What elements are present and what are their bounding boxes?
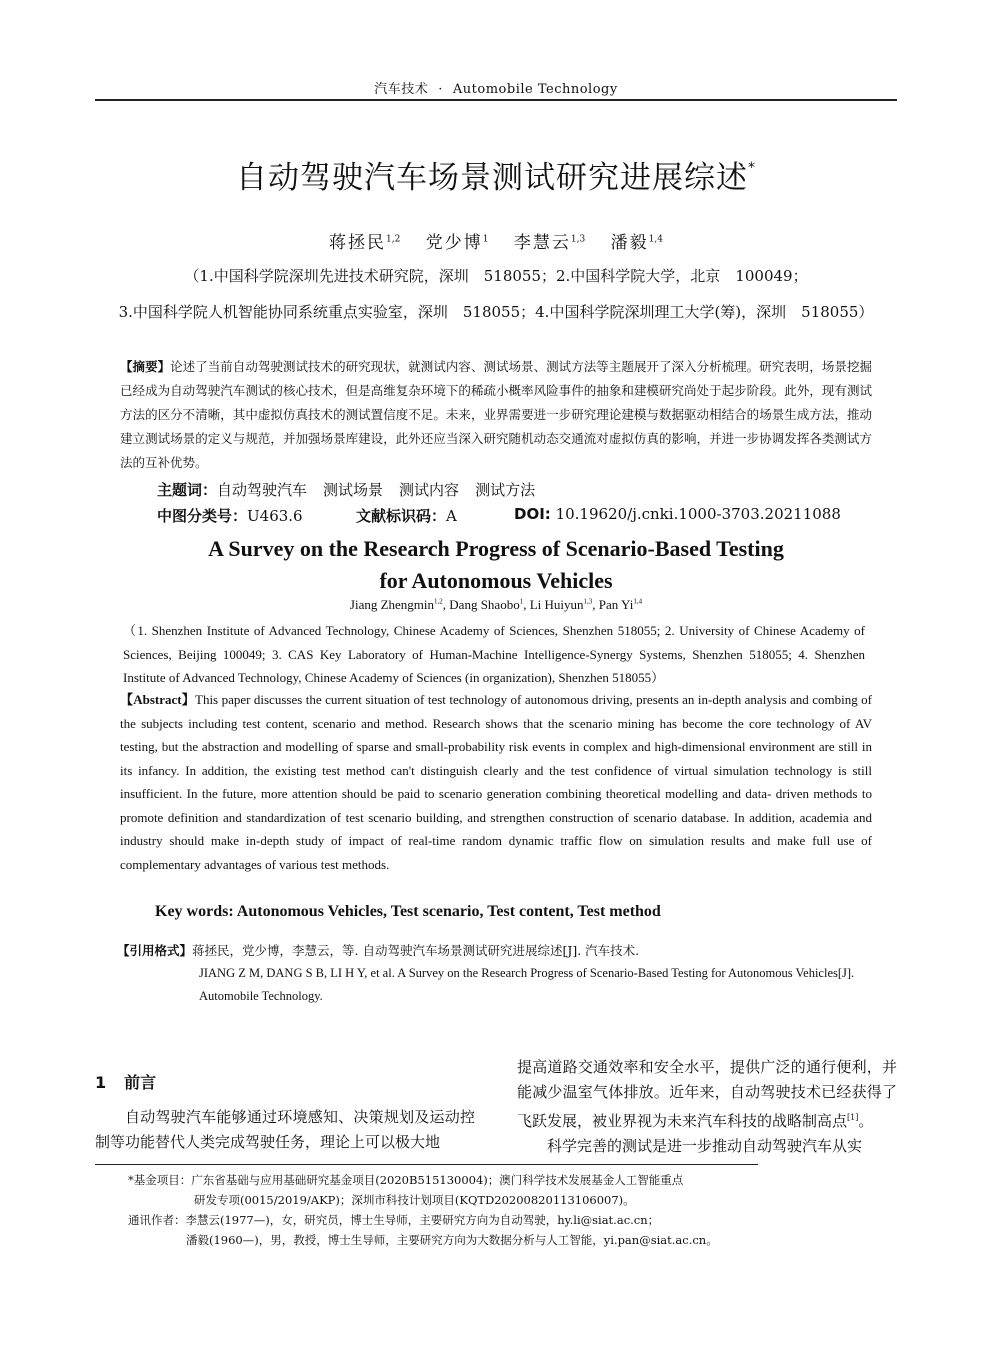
paper-title-cn	[0, 152, 992, 197]
paper-title-en	[0, 533, 992, 597]
abstract-cn	[120, 355, 872, 475]
running-header	[0, 78, 992, 97]
keyword-cn: 自动驾驶汽车	[217, 481, 308, 499]
title-en-line: for Autonomous Vehicles	[379, 568, 613, 593]
abstract-en	[120, 688, 872, 876]
keywords-en-text: Autonomous Vehicles, Test scenario, Test content, Test method	[236, 903, 661, 920]
authors-en: Jiang Zhengmin$^{1,2}$, Dang Shaobo$^1$, Li Huiyun$^{1,3}$, Pan Yi$^{1,4}$	[349, 597, 643, 612]
clc-label: 中图分类号：	[157, 507, 248, 525]
journal-name-cn: 汽车技术	[374, 82, 429, 97]
fund-note: *基金项目：广东省基础与应用基础研究基金项目(2020B515130004)；澳门科学技术发展基金人工智能重点	[128, 1173, 684, 1187]
author-en: Pan Yi$^{1,4}$	[598, 597, 643, 612]
keyword-cn: 测试方法	[475, 481, 536, 499]
authors-cn	[0, 228, 992, 253]
author-en: Jiang Zhengmin$^{1,2}$	[349, 597, 443, 612]
contact-note: 通讯作者：李慧云(1977—)，女，研究员，博士生导师，主要研究方向为自动驾驶，hy.li@siat.ac.cn；	[128, 1213, 660, 1227]
header-rule	[95, 99, 897, 101]
abstract-cn-label: 【摘要】	[120, 359, 171, 374]
footnotes	[128, 1170, 768, 1250]
fund-note-cont: 研发专项(0015/2019/AKP)；深圳市科技计划项目(KQTD20200820113106007)。	[194, 1193, 635, 1207]
title-cn-text: 自动驾驶汽车场景测试研究进展综述	[236, 160, 748, 196]
keywords-en	[155, 903, 661, 921]
author-cn: 蒋拯民$^{1,2}$	[329, 233, 401, 253]
keywords-en-label: Key words:	[155, 903, 234, 920]
doi-value[interactable]: 10.19620/j.cnki.1000-3703.20211088	[555, 505, 841, 523]
citation-format	[117, 939, 877, 1008]
affiliations-en: （1. Shenzhen Institute of Advanced Technology, Chinese Academy of Sciences, Shenzhen 518055; 2. University of Chinese Academy of Sciences, Beijing 100049; 3. CAS Key Laboratory of Human-Machine Intelligence-Synergy Systems, Shenzhen 518055; 4. Shenzhen Institute of Advanced Technology, Chinese Academy of Sciences (in organization), Shenzhen 518055）	[123, 623, 865, 685]
body-paragraph: 自动驾驶汽车能够通过环境感知、决策规划及运动控制等功能替代人类完成驾驶任务，理论上可以极大地	[95, 1108, 475, 1151]
author-cn: 潘毅$^{1,4}$	[610, 233, 663, 253]
footnote-rule	[95, 1164, 758, 1165]
author-en: Dang Shaobo$^1$	[449, 597, 524, 612]
keyword-cn: 测试内容	[399, 481, 460, 499]
header-separator: ·	[438, 82, 443, 97]
abstract-cn-text: 论述了当前自动驾驶测试技术的研究现状，就测试内容、测试场景、测试方法等主题展开了深入分析梳理。研究表明，场景挖掘已经成为自动驾驶汽车测试的核心技术，但是高维复杂环境下的稀疏小概率风险事件的抽象和建模研究尚处于起步阶段。此外，现有测试方法的区分不清晰，其中虚拟仿真技术的测试置信度不足。未来，业界需要进一步研究理论建模与数据驱动相结合的场景生成方法，推动建立测试场景的定义与规范，并加强场景库建设，此外还应当深入研究随机动态交通流对虚拟仿真的影响，并进一步协调发挥各类测试方法的互补优势。	[120, 359, 872, 470]
section-heading	[95, 1070, 475, 1095]
keyword-cn: 测试场景	[323, 481, 384, 499]
title-fund-mark: *	[748, 160, 756, 176]
contact-note-cont: 潘毅(1960—)，男，教授，博士生导师，主要研究方向为大数据分析与人工智能，yi.pan@siat.ac.cn。	[186, 1233, 718, 1247]
citation-label: 【引用格式】	[117, 943, 193, 958]
affiliation-cn-line: 3.中国科学院人机智能协同系统重点实验室，深圳 518055；4.中国科学院深圳理工大学(筹)，深圳 518055）	[118, 303, 874, 321]
abstract-en-text: This paper discusses the current situation of test technology of autonomous driving, presents an in-depth analysis and combing of the subjects including test content, scenario and method. Research shows that the scenario mining has become the core technology of AV testing, but the abstraction and modelling of sparse and small-probability risk events in complex and high-dimensional environment are still in its infancy. In addition, the existing test method can't distinguish clearly and the test confidence of virtual simulation technology is still insufficient. In the future, more attention should be paid to scenario generation combining theoretical modelling and data- driven methods to promote definition and standardization of test scenario building, and strengthen construction of scenario database. In addition, academia and industry should make in-depth study of impact of real-time random dynamic traffic flow on simulation results and make full use of complementary advantages of various test methods.	[120, 692, 872, 872]
keywords-cn	[157, 479, 551, 500]
citation-en: JIANG Z M, DANG S B, LI H Y, et al. A Survey on the Research Progress of Scenario-Based Testing for Autonomous Vehicles[J]. Automobile Technology.	[199, 966, 855, 1003]
section-number: 1	[95, 1073, 107, 1092]
body-column-left	[95, 1070, 475, 1155]
author-en: Li Huiyun$^{1,3}$	[529, 597, 593, 612]
clc-value: U463.6	[247, 507, 303, 525]
body-paragraph: 提高道路交通效率和安全水平，提供广泛的通行便利，并能减少温室气体排放。近年来，自动驾驶技术已经获得了飞跃发展，被业界视为未来汽车科技的战略制高点[1]。	[517, 1058, 897, 1130]
section-title: 前言	[124, 1073, 157, 1092]
journal-name-en: Automobile Technology	[452, 82, 618, 97]
title-en-line: A Survey on the Research Progress of Scenario-Based Testing	[208, 536, 784, 561]
doc-code-value: A	[446, 507, 457, 525]
body-column-right	[517, 1055, 897, 1159]
author-cn: 李慧云$^{1,3}$	[513, 233, 586, 253]
doi-label: DOI:	[514, 505, 551, 523]
abstract-en-label: 【Abstract】	[120, 692, 195, 707]
affiliation-cn-line: （1.中国科学院深圳先进技术研究院，深圳 518055；2.中国科学院大学，北京 100049；	[184, 267, 808, 285]
author-cn: 党少博$^1$	[425, 233, 489, 253]
doc-code-label: 文献标识码：	[356, 507, 447, 525]
citation-cn: 蒋拯民，党少博，李慧云，等. 自动驾驶汽车场景测试研究进展综述[J]. 汽车技术.	[192, 943, 640, 958]
keywords-cn-label: 主题词：	[157, 481, 218, 499]
reference-mark[interactable]: [1]	[847, 1113, 859, 1122]
body-paragraph: 科学完善的测试是进一步推动自动驾驶汽车从实	[547, 1137, 863, 1155]
